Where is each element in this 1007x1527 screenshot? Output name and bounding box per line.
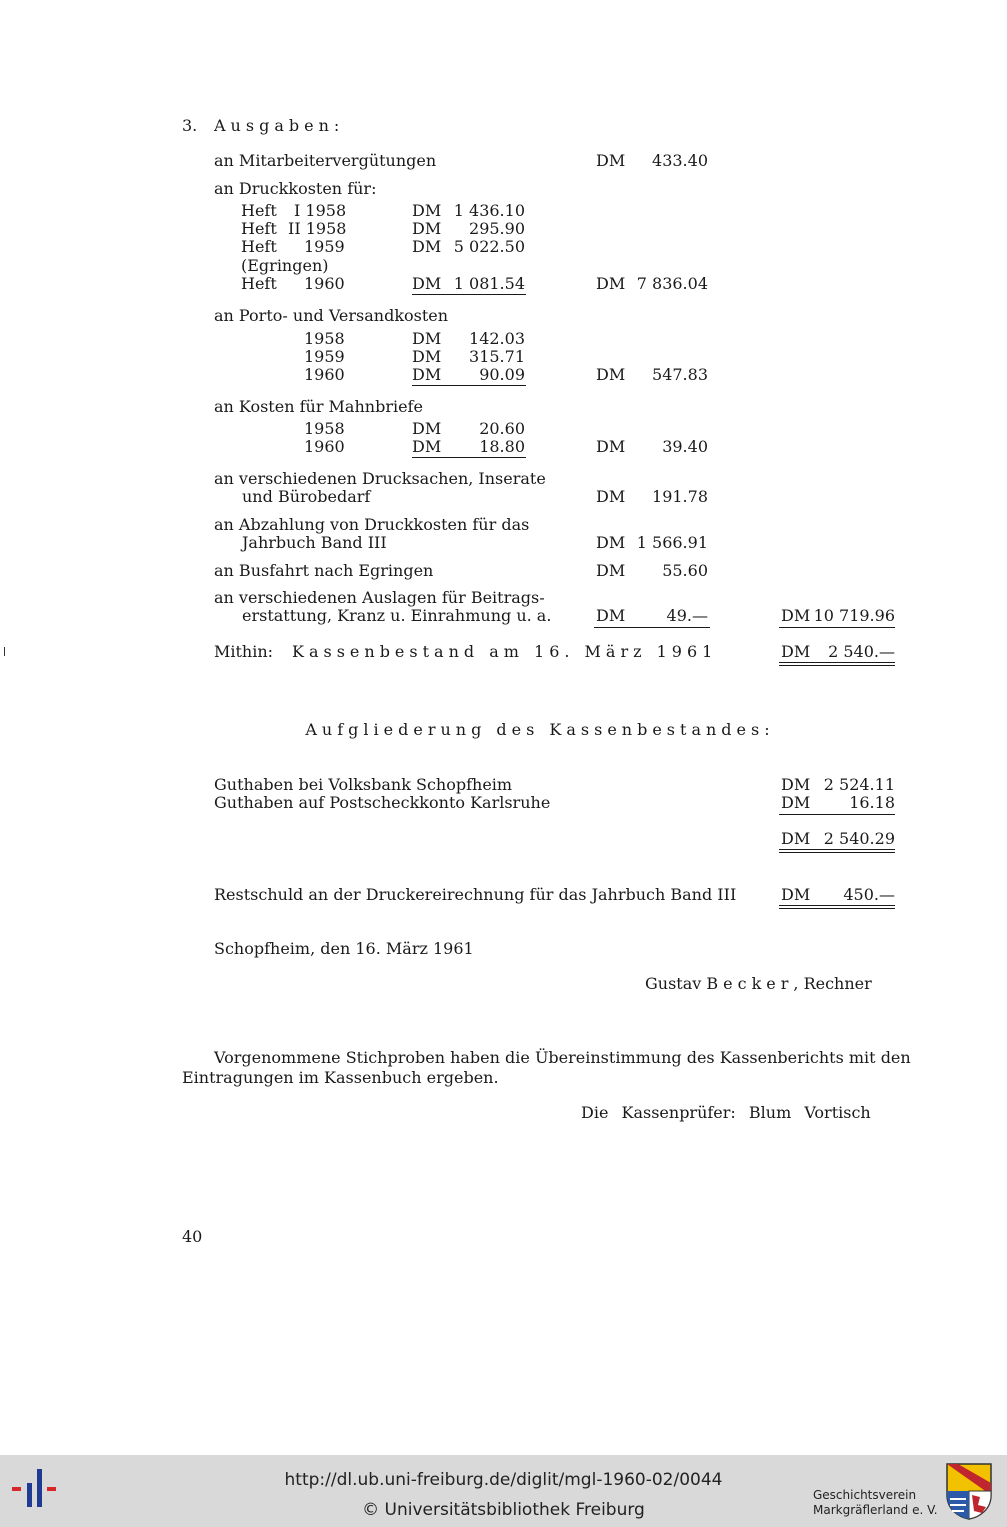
auslagen-line1: an verschiedenen Auslagen für Beitrags- [214,588,545,607]
guthaben-label: Guthaben bei Volksbank Schopfheim [214,775,513,794]
druck-item-b: II 1958 [288,219,347,238]
porto-cur: DM [412,347,442,366]
mahn-total-cur: DM [596,437,626,456]
guthaben-amount: 2 524.11 [823,775,895,794]
druck-item-a: Heft [241,219,277,238]
druck-item-cur: DM [412,237,442,256]
porto-head: an Porto- und Versandkosten [214,306,449,325]
mithin-prefix: Mithin: [214,642,274,661]
abzahlung-line2: Jahrbuch Band III [242,533,387,552]
footer-url[interactable]: http://dl.ub.uni-freiburg.de/diglit/mgl-1960-02/0044 [284,1470,723,1490]
drucksachen-line1: an verschiedenen Drucksachen, Inserate [214,469,546,488]
busfahrt-amount: 55.60 [662,561,708,580]
druck-item-a: Heft [241,201,277,220]
society-crest-icon [944,1461,994,1521]
porto-amount: 90.09 [479,365,525,384]
footer-copyright: © Universitätsbibliothek Freiburg [362,1500,645,1520]
porto-year: 1958 [304,329,345,348]
porto-total-cur: DM [596,365,626,384]
signature-surname: Becker [706,974,794,993]
aufgliederung-title: Aufgliederung des Kassenbestandes: [305,720,775,739]
ausgaben-total-amount: 10 719.96 [813,606,895,625]
restschuld-double-underline [779,905,895,909]
pruefung-line2: Eintragungen im Kassenbuch ergeben. [182,1068,499,1087]
drucksachen-cur: DM [596,487,626,506]
mahn-underline [412,457,526,458]
druck-item-a: Heft [241,274,277,293]
signature [645,975,872,993]
mithin-cur: DM [781,642,811,661]
porto-cur: DM [412,329,442,348]
mahn-head: an Kosten für Mahnbriefe [214,397,423,416]
abzahlung-amount: 1 566.91 [636,533,708,552]
row-cur-mitarbeiter: DM [596,151,626,170]
mahn-amount: 18.80 [479,437,525,456]
druck-item-b: 1959 [304,237,345,256]
mahn-year: 1960 [304,437,345,456]
druck-item-amount: 1 436.10 [453,201,525,220]
druck-underline [412,294,526,295]
druck-item-amount: 295.90 [469,219,525,238]
auslagen-cur: DM [596,606,626,625]
porto-underline [412,385,526,386]
druck-item-b: I 1958 [294,201,347,220]
busfahrt-cur: DM [596,561,626,580]
section-number: 3. [182,116,198,135]
ausgaben-total-cur: DM [781,606,811,625]
restschuld-label: Restschuld an der Druckereirechnung für das Jahrbuch Band III [214,885,737,904]
porto-total-amount: 547.83 [652,365,708,384]
pruefung-signers: Die Kassenprüfer: Blum Vortisch [581,1103,871,1122]
pruefung-line1: Vorgenommene Stichproben haben die Übereinstimmung des Kassenberichts mit den [214,1048,911,1067]
aufgliederung-total-cur: DM [781,829,811,848]
mahn-total-amount: 39.40 [662,437,708,456]
page-number: 40 [182,1227,203,1246]
porto-year: 1960 [304,365,345,384]
section-title: Ausgaben: [214,116,345,135]
mithin-double-underline [779,662,895,666]
druck-item-note: (Egringen) [241,256,329,275]
mahn-amount: 20.60 [479,419,525,438]
druck-item-amount: 5 022.50 [453,237,525,256]
mithin-amount: 2 540.— [828,642,895,661]
society-line1: Geschichtsverein [813,1488,917,1502]
mahn-cur: DM [412,419,442,438]
aufgliederung-double-underline [779,849,895,853]
restschuld-amount: 450.— [843,885,895,904]
drucksachen-amount: 191.78 [652,487,708,506]
drucksachen-line2: und Bürobedarf [242,487,371,506]
druck-item-cur: DM [412,219,442,238]
guthaben-cur: DM [781,775,811,794]
restschuld-cur: DM [781,885,811,904]
abzahlung-line1: an Abzahlung von Druckkosten für das [214,515,530,534]
mahn-cur: DM [412,437,442,456]
place-date: Schopfheim, den 16. März 1961 [214,939,474,958]
porto-cur: DM [412,365,442,384]
druck-head: an Druckkosten für: [214,179,377,198]
auslagen-amount: 49.— [666,606,708,625]
row-amount-mitarbeiter: 433.40 [652,151,708,170]
society-line2: Markgräflerland e. V. [813,1503,938,1517]
guthaben-cur: DM [781,793,811,812]
footer-bar [0,1455,1007,1527]
auslagen-underline [594,627,710,628]
mithin-text: Kassenbestand am 16. März 1961 [292,642,718,661]
porto-year: 1959 [304,347,345,366]
mahn-year: 1958 [304,419,345,438]
auslagen-line2: erstattung, Kranz u. Einrahmung u. a. [242,606,552,625]
guthaben-label: Guthaben auf Postscheckkonto Karlsruhe [214,793,551,812]
druck-item-cur: DM [412,201,442,220]
druck-total-cur: DM [596,274,626,293]
druck-item-b: 1960 [304,274,345,293]
aufgliederung-total-amount: 2 540.29 [823,829,895,848]
druck-item-cur: DM [412,274,442,293]
margin-mark [4,647,5,656]
row-label-mitarbeiter: an Mitarbeitervergütungen [214,151,437,170]
druck-item-amount: 1 081.54 [453,274,525,293]
guthaben-underline [779,814,895,815]
signature-name: Gustav [645,974,702,993]
abzahlung-cur: DM [596,533,626,552]
signature-role: , Rechner [793,974,872,993]
porto-amount: 315.71 [469,347,525,366]
druck-item-a: Heft [241,237,277,256]
druck-total-amount: 7 836.04 [636,274,708,293]
guthaben-amount: 16.18 [849,793,895,812]
porto-amount: 142.03 [469,329,525,348]
busfahrt-label: an Busfahrt nach Egringen [214,561,434,580]
ausgaben-total-underline [779,627,895,628]
